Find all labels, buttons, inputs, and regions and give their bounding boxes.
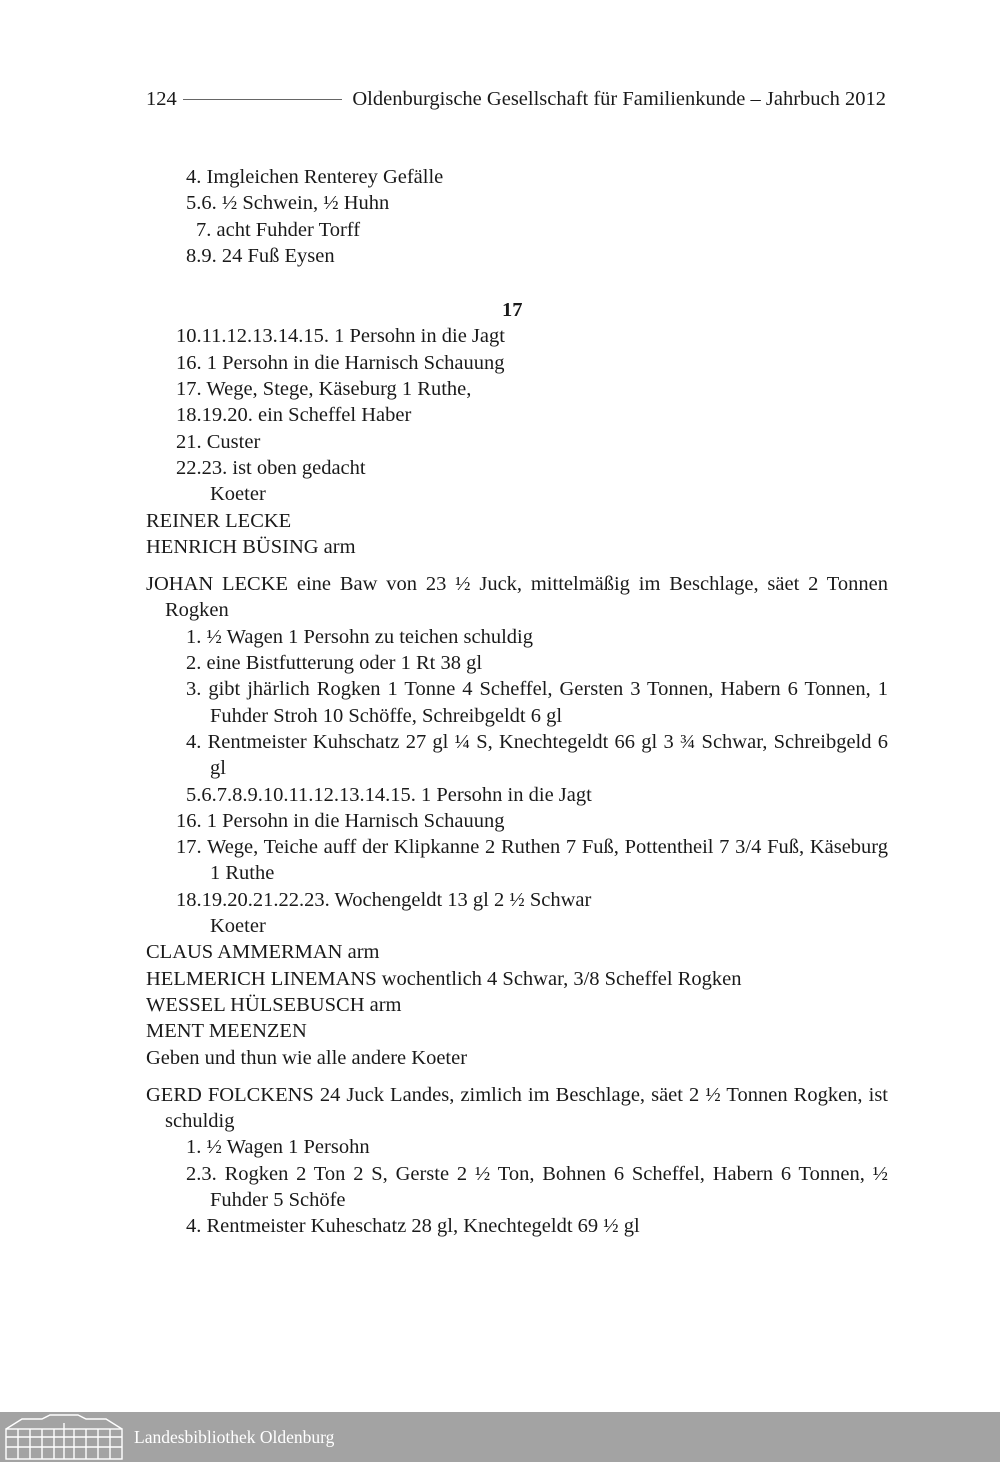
list-item: 10.11.12.13.14.15. 1 Persohn in die Jagt: [176, 325, 505, 348]
library-name: Landesbibliothek Oldenburg: [134, 1426, 335, 1447]
page-body: [146, 164, 888, 1240]
list-item: 4. Rentmeister Kuheschatz 28 gl, Knechtegeldt 69 ½ gl: [186, 1215, 640, 1238]
list-item: 16. 1 Persohn in die Harnisch Schauung: [176, 809, 505, 832]
journal-title: Oldenburgische Gesellschaft für Familienkunde – Jahrbuch 2012: [352, 88, 886, 110]
list-item: 2. eine Bistfutterung oder 1 Rt 38 gl: [186, 652, 483, 675]
list-item: 21. Custer: [176, 430, 261, 453]
section-number: 17: [502, 299, 523, 322]
list-item: 4. Imgleichen Renterey Gefälle: [186, 166, 444, 188]
entry-intro: JOHAN LECKE eine Baw von 23 ½ Juck, mittelmäßig im Beschlage, säet 2 Tonnen Rogken: [146, 573, 888, 622]
running-header: [146, 88, 886, 122]
list-item: 18.19.20. ein Scheffel Haber: [176, 404, 412, 427]
list-item: 16. 1 Persohn in die Harnisch Schauung: [176, 351, 505, 374]
name-line: CLAUS AMMERMAN arm: [146, 941, 380, 964]
list-item: 18.19.20.21.22.23. Wochengeldt 13 gl 2 ½ Schwar: [176, 888, 592, 911]
name-line: HELMERICH LINEMANS wochentlich 4 Schwar, 3/8 Scheffel Rogken: [146, 967, 742, 990]
list-item: 1. ½ Wagen 1 Persohn: [186, 1136, 370, 1159]
list-item: 1. ½ Wagen 1 Persohn zu teichen schuldig: [186, 625, 533, 648]
header-rule: [183, 99, 343, 100]
name-line: HENRICH BÜSING arm: [146, 535, 356, 558]
library-building-icon: [2, 1413, 126, 1461]
list-item: 8.9. 24 Fuß Eysen: [186, 244, 335, 267]
list-item: 5.6.7.8.9.10.11.12.13.14.15. 1 Persohn in die Jagt: [186, 783, 592, 806]
koeter-heading: Koeter: [210, 915, 266, 938]
page-number: 124: [146, 88, 177, 110]
library-footer-bar: [0, 1412, 1000, 1462]
list-item: 7. acht Fuhder Torff: [196, 218, 361, 241]
list-item: 17. Wege, Stege, Käseburg 1 Ruthe,: [176, 378, 472, 401]
name-line: Geben und thun wie alle andere Koeter: [146, 1046, 468, 1069]
list-item: 17. Wege, Teiche auff der Klipkanne 2 Ruthen 7 Fuß, Pottentheil 7 3/4 Fuß, Käseburg 1 Ruthe: [176, 836, 888, 885]
koeter-heading: Koeter: [210, 483, 266, 506]
list-item: 4. Rentmeister Kuhschatz 27 gl ¼ S, Knechtegeldt 66 gl 3 ¾ Schwar, Schreibgeld 6 gl: [186, 730, 888, 780]
name-line: MENT MEENZEN: [146, 1020, 307, 1043]
entry-intro: GERD FOLCKENS 24 Juck Landes, zimlich im Beschlage, säet 2 ½ Tonnen Rogken, ist schuldig: [146, 1083, 888, 1133]
list-item: 22.23. ist oben gedacht: [176, 456, 366, 479]
name-line: REINER LECKE: [146, 509, 292, 532]
list-item: 2.3. Rogken 2 Ton 2 S, Gerste 2 ½ Ton, Bohnen 6 Scheffel, Habern 6 Tonnen, ½ Fuhder 5 Schöfe: [186, 1162, 889, 1211]
list-item: 5.6. ½ Schwein, ½ Huhn: [186, 192, 390, 215]
list-item: 3. gibt jhärlich Rogken 1 Tonne 4 Scheffel, Gersten 3 Tonnen, Habern 6 Tonnen, 1 Fuhder Stroh 10 Schöffe, Schreibgeldt 6 gl: [186, 678, 888, 727]
name-line: WESSEL HÜLSEBUSCH arm: [146, 993, 402, 1016]
